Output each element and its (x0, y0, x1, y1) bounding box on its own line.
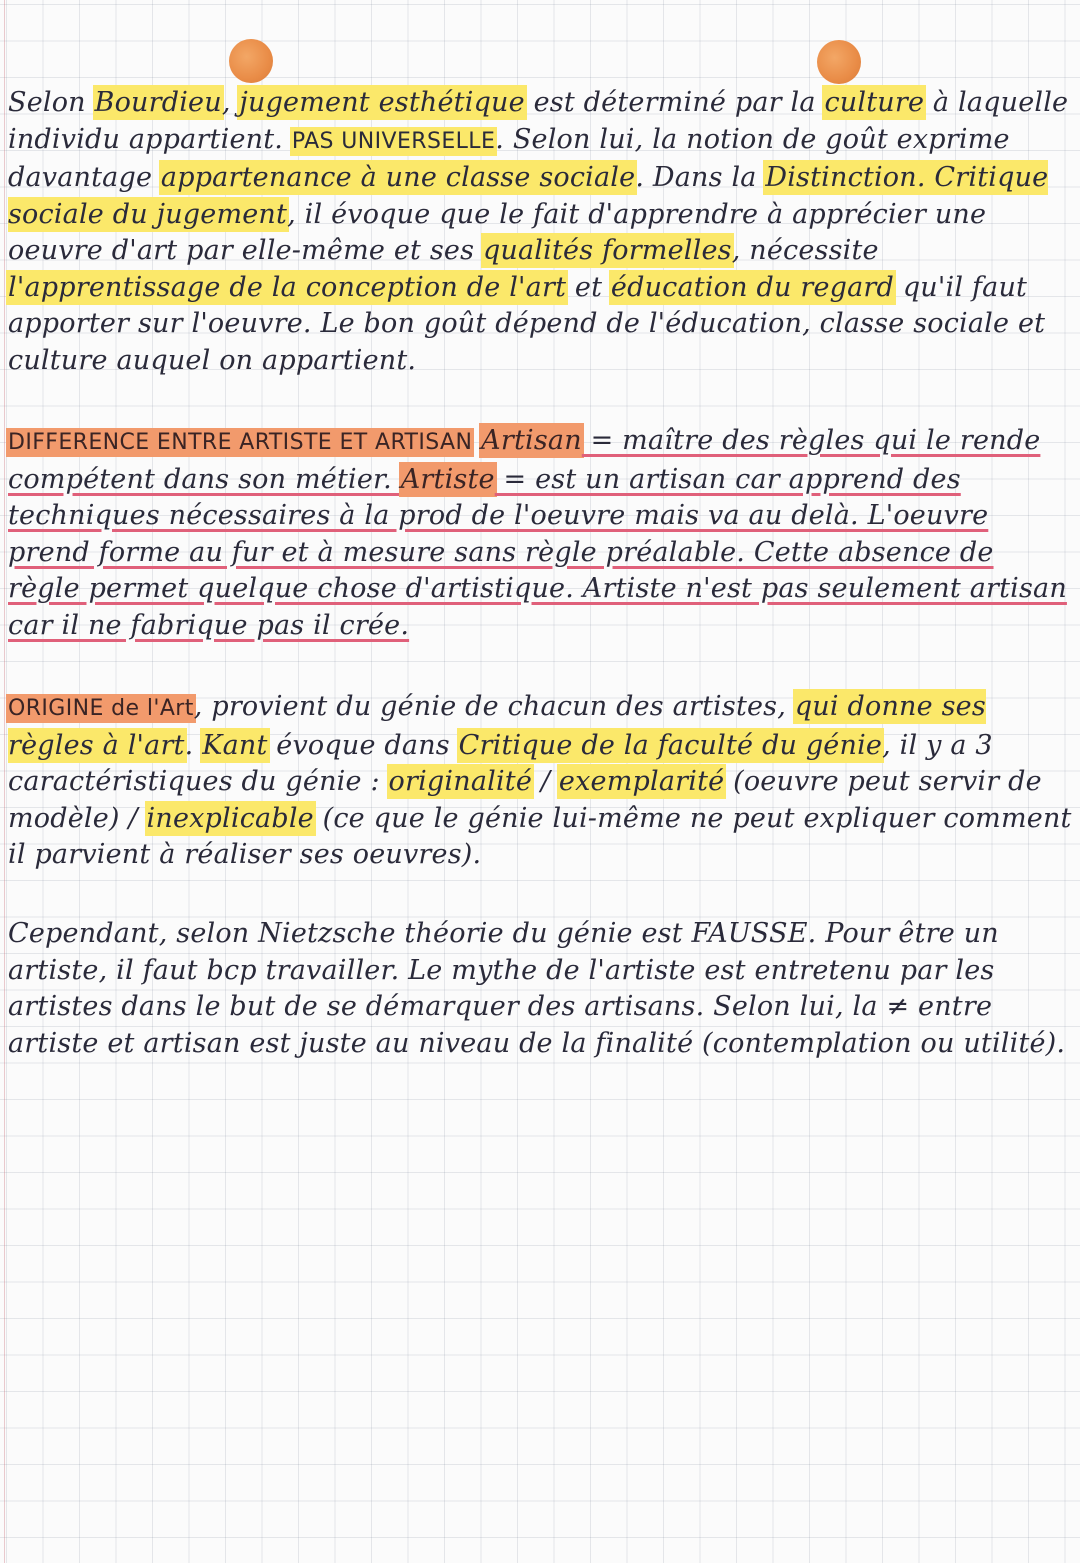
label-artiste: Artiste (400, 463, 495, 495)
highlight-culture: culture (824, 87, 925, 118)
highlight-apprentissage: l'apprentissage de la conception de l'art (8, 271, 567, 303)
label-artisan: Artisan (481, 425, 582, 456)
paragraph-origine-art: ORIGINE de l'Art, provient du génie de chacun des artistes, qui donne ses règles à l'art. Kant évoque dans Critique de la faculté du génie, il y a 3 caractéristiques du génie : originalité / exemplarité (oeuvre peut servir de modèle) / inexplicable (ce que le génie lui-même ne peut expliquer comment il parvient à réaliser ses oeuvres). (8, 691, 1072, 870)
highlight-originalite: originalité (388, 766, 533, 797)
highlight-pas-universelle: PAS UNIVERSELLE (291, 128, 496, 154)
highlight-inexplicable: inexplicable (146, 802, 314, 834)
highlight-regles: qui donne ses règles à l'art (8, 691, 986, 761)
paragraph-artiste-artisan (8, 423, 1072, 644)
highlight-jugement: jugement esthétique (239, 87, 525, 118)
highlight-classe-sociale: appartenance à une classe sociale (160, 162, 636, 193)
highlight-education-regard: éducation du regard (610, 271, 895, 303)
highlight-kant: Kant (202, 729, 268, 761)
definition-artiste: = est un artisan car apprend des techniques nécessaires à la prod de l'oeuvre mais va au delà. L'oeuvre prend forme au fur et à mesure sans règle préalable. Cette absence de règle permet quelque chose d'artistique. Artiste n'est pas seulement artisan car il ne fabrique pas il crée. (8, 463, 1067, 641)
heading-difference: DIFFERENCE ENTRE ARTISTE ET ARTISAN (8, 430, 473, 455)
definition-artisan: = maître des règles qui le rende compétent dans son métier. (8, 425, 1041, 495)
highlight-bourdieu: Bourdieu (94, 87, 222, 118)
highlight-exemplarite: exemplarité (558, 766, 725, 797)
highlight-qualites-formelles: qualités formelles (482, 235, 732, 266)
heading-origine: ORIGINE de l'Art (8, 696, 194, 721)
highlight-distinction: Distinction. Critique sociale du jugement (8, 162, 1049, 230)
margin-line (4, 0, 5, 1563)
binder-hole-right (817, 40, 861, 84)
paragraph-bourdieu: Selon Bourdieu, jugement esthétique est déterminé par la culture à laquelle individu appartient. PAS UNIVERSELLE. Selon lui, la notion de goût exprime davantage appartenance à une classe sociale. Dans la Distinction. Critique sociale du jugement, il évoque que le fait d'apprendre à apprécier une oeuvre d'art par elle-même et ses qualités formelles, nécessite l'apprentissage de la conception de l'art et éducation du regard qu'il faut apporter sur l'oeuvre. Le bon goût dépend de l'éducation, classe sociale et culture auquel on appartient. (8, 87, 1069, 376)
paragraph-nietzsche: Cependant, selon Nietzsche théorie du génie est FAUSSE. Pour être un artiste, il faut bcp travailler. Le mythe de l'artiste est entretenu par les artistes dans le but de se démarquer des artisans. Selon lui, la ≠ entre artiste et artisan est juste au niveau de la finalité (contemplation ou utilité). (8, 918, 1066, 1059)
binder-hole-left (229, 39, 273, 83)
highlight-critique: Critique de la faculté du génie (458, 729, 883, 761)
